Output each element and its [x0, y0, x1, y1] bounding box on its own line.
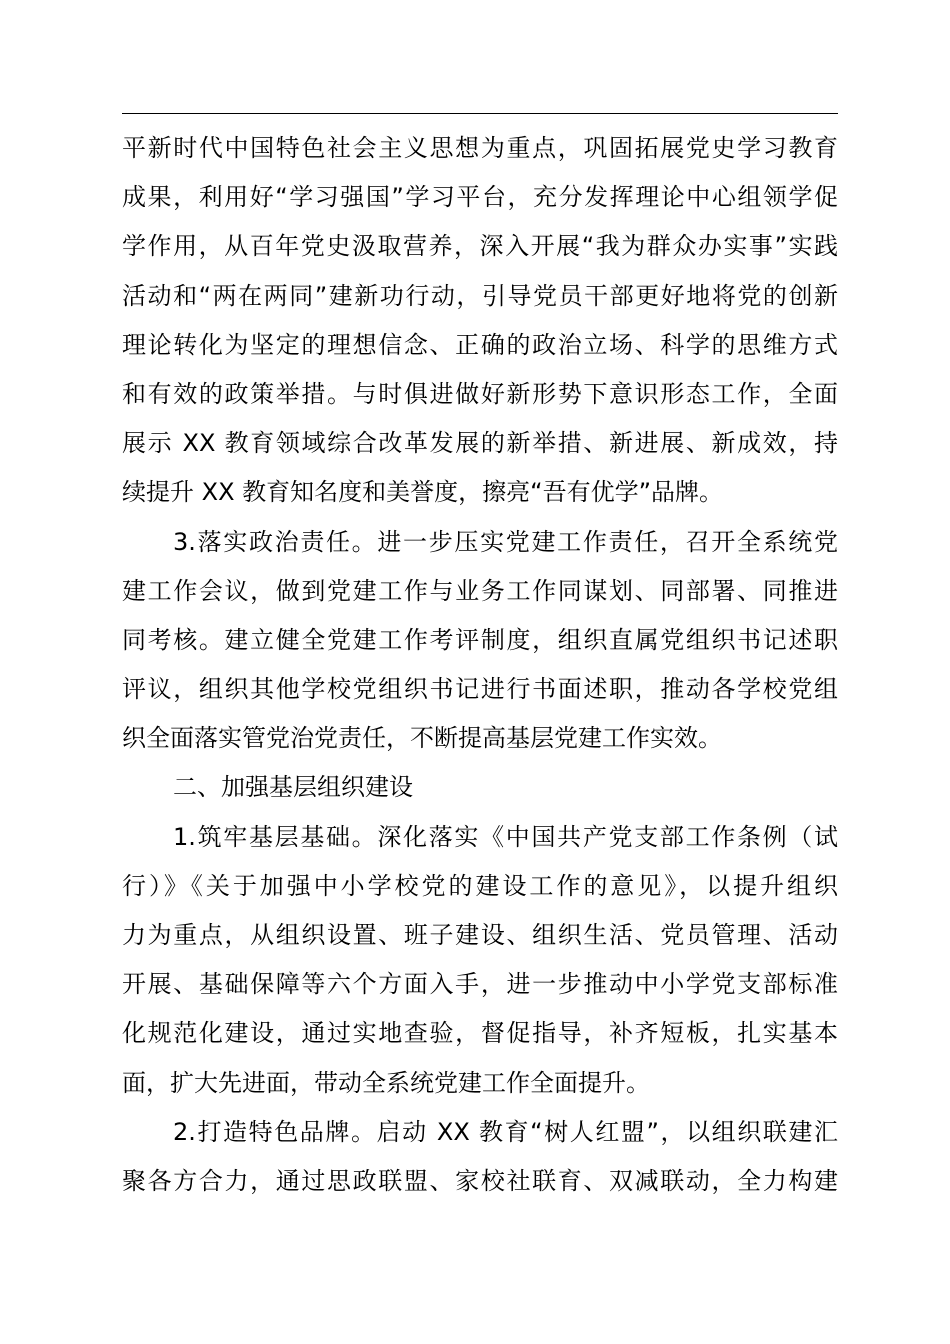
body-text: [122, 124, 838, 1206]
text-line: 开展、基础保障等六个方面入手，进一步推动中小学党支部标准: [122, 970, 838, 999]
text-line: 聚各方合力，通过思政联盟、家校社联育、双减联动，全力构建: [122, 1166, 838, 1195]
text-line: 平新时代中国特色社会主义思想为重点，巩固拓展党史学习教育: [122, 134, 838, 162]
text-line: 成果，利用好“学习强国”学习平台，充分发挥理论中心组领学促: [122, 183, 838, 212]
text-line: 织全面落实管党治党责任，不断提高基层党建工作实效。: [122, 724, 722, 753]
text-line: 建工作会议，做到党建工作与业务工作同谋划、同部署、同推进: [122, 576, 838, 605]
text-line: 同考核。建立健全党建工作考评制度，组织直属党组织书记述职: [122, 625, 838, 654]
text-line: 和有效的政策举措。与时俱进做好新形势下意识形态工作，全面: [122, 379, 838, 408]
text-line: 活动和“两在两同”建新功行动，引导党员干部更好地将党的创新: [122, 281, 838, 310]
section-heading: 二、加强基层组织建设: [173, 773, 413, 802]
text-line: 力为重点，从组织设置、班子建设、组织生活、党员管理、活动: [122, 921, 838, 949]
text-line: 学作用，从百年党史汲取营养，深入开展“我为群众办实事”实践: [122, 232, 838, 261]
header-rule: [122, 113, 838, 114]
text-line: 续提升 XX 教育知名度和美誉度，擦亮“吾有优学”品牌。: [122, 478, 724, 507]
paragraph-start-line: 2.打造特色品牌。启动 XX 教育“树人红盟”，以组织联建汇: [173, 1117, 838, 1146]
text-line: 化规范化建设，通过实地查验，督促指导，补齐短板，扎实基本: [122, 1019, 838, 1048]
text-line: 评议，组织其他学校党组织书记进行书面述职，推动各学校党组: [122, 675, 838, 704]
text-line: 面，扩大先进面，带动全系统党建工作全面提升。: [122, 1068, 650, 1097]
text-line: 理论转化为坚定的理想信念、正确的政治立场、科学的思维方式: [122, 330, 838, 359]
text-line: 展示 XX 教育领域综合改革发展的新举措、新进展、新成效，持: [122, 429, 838, 458]
paragraph-start-line: 1.筑牢基层基础。深化落实《中国共产党支部工作条例（试: [173, 822, 838, 851]
paragraph-start-line: 3.落实政治责任。进一步压实党建工作责任，召开全系统党: [173, 527, 838, 556]
text-line: 行）》《关于加强中小学校党的建设工作的意见》，以提升组织: [122, 871, 838, 900]
